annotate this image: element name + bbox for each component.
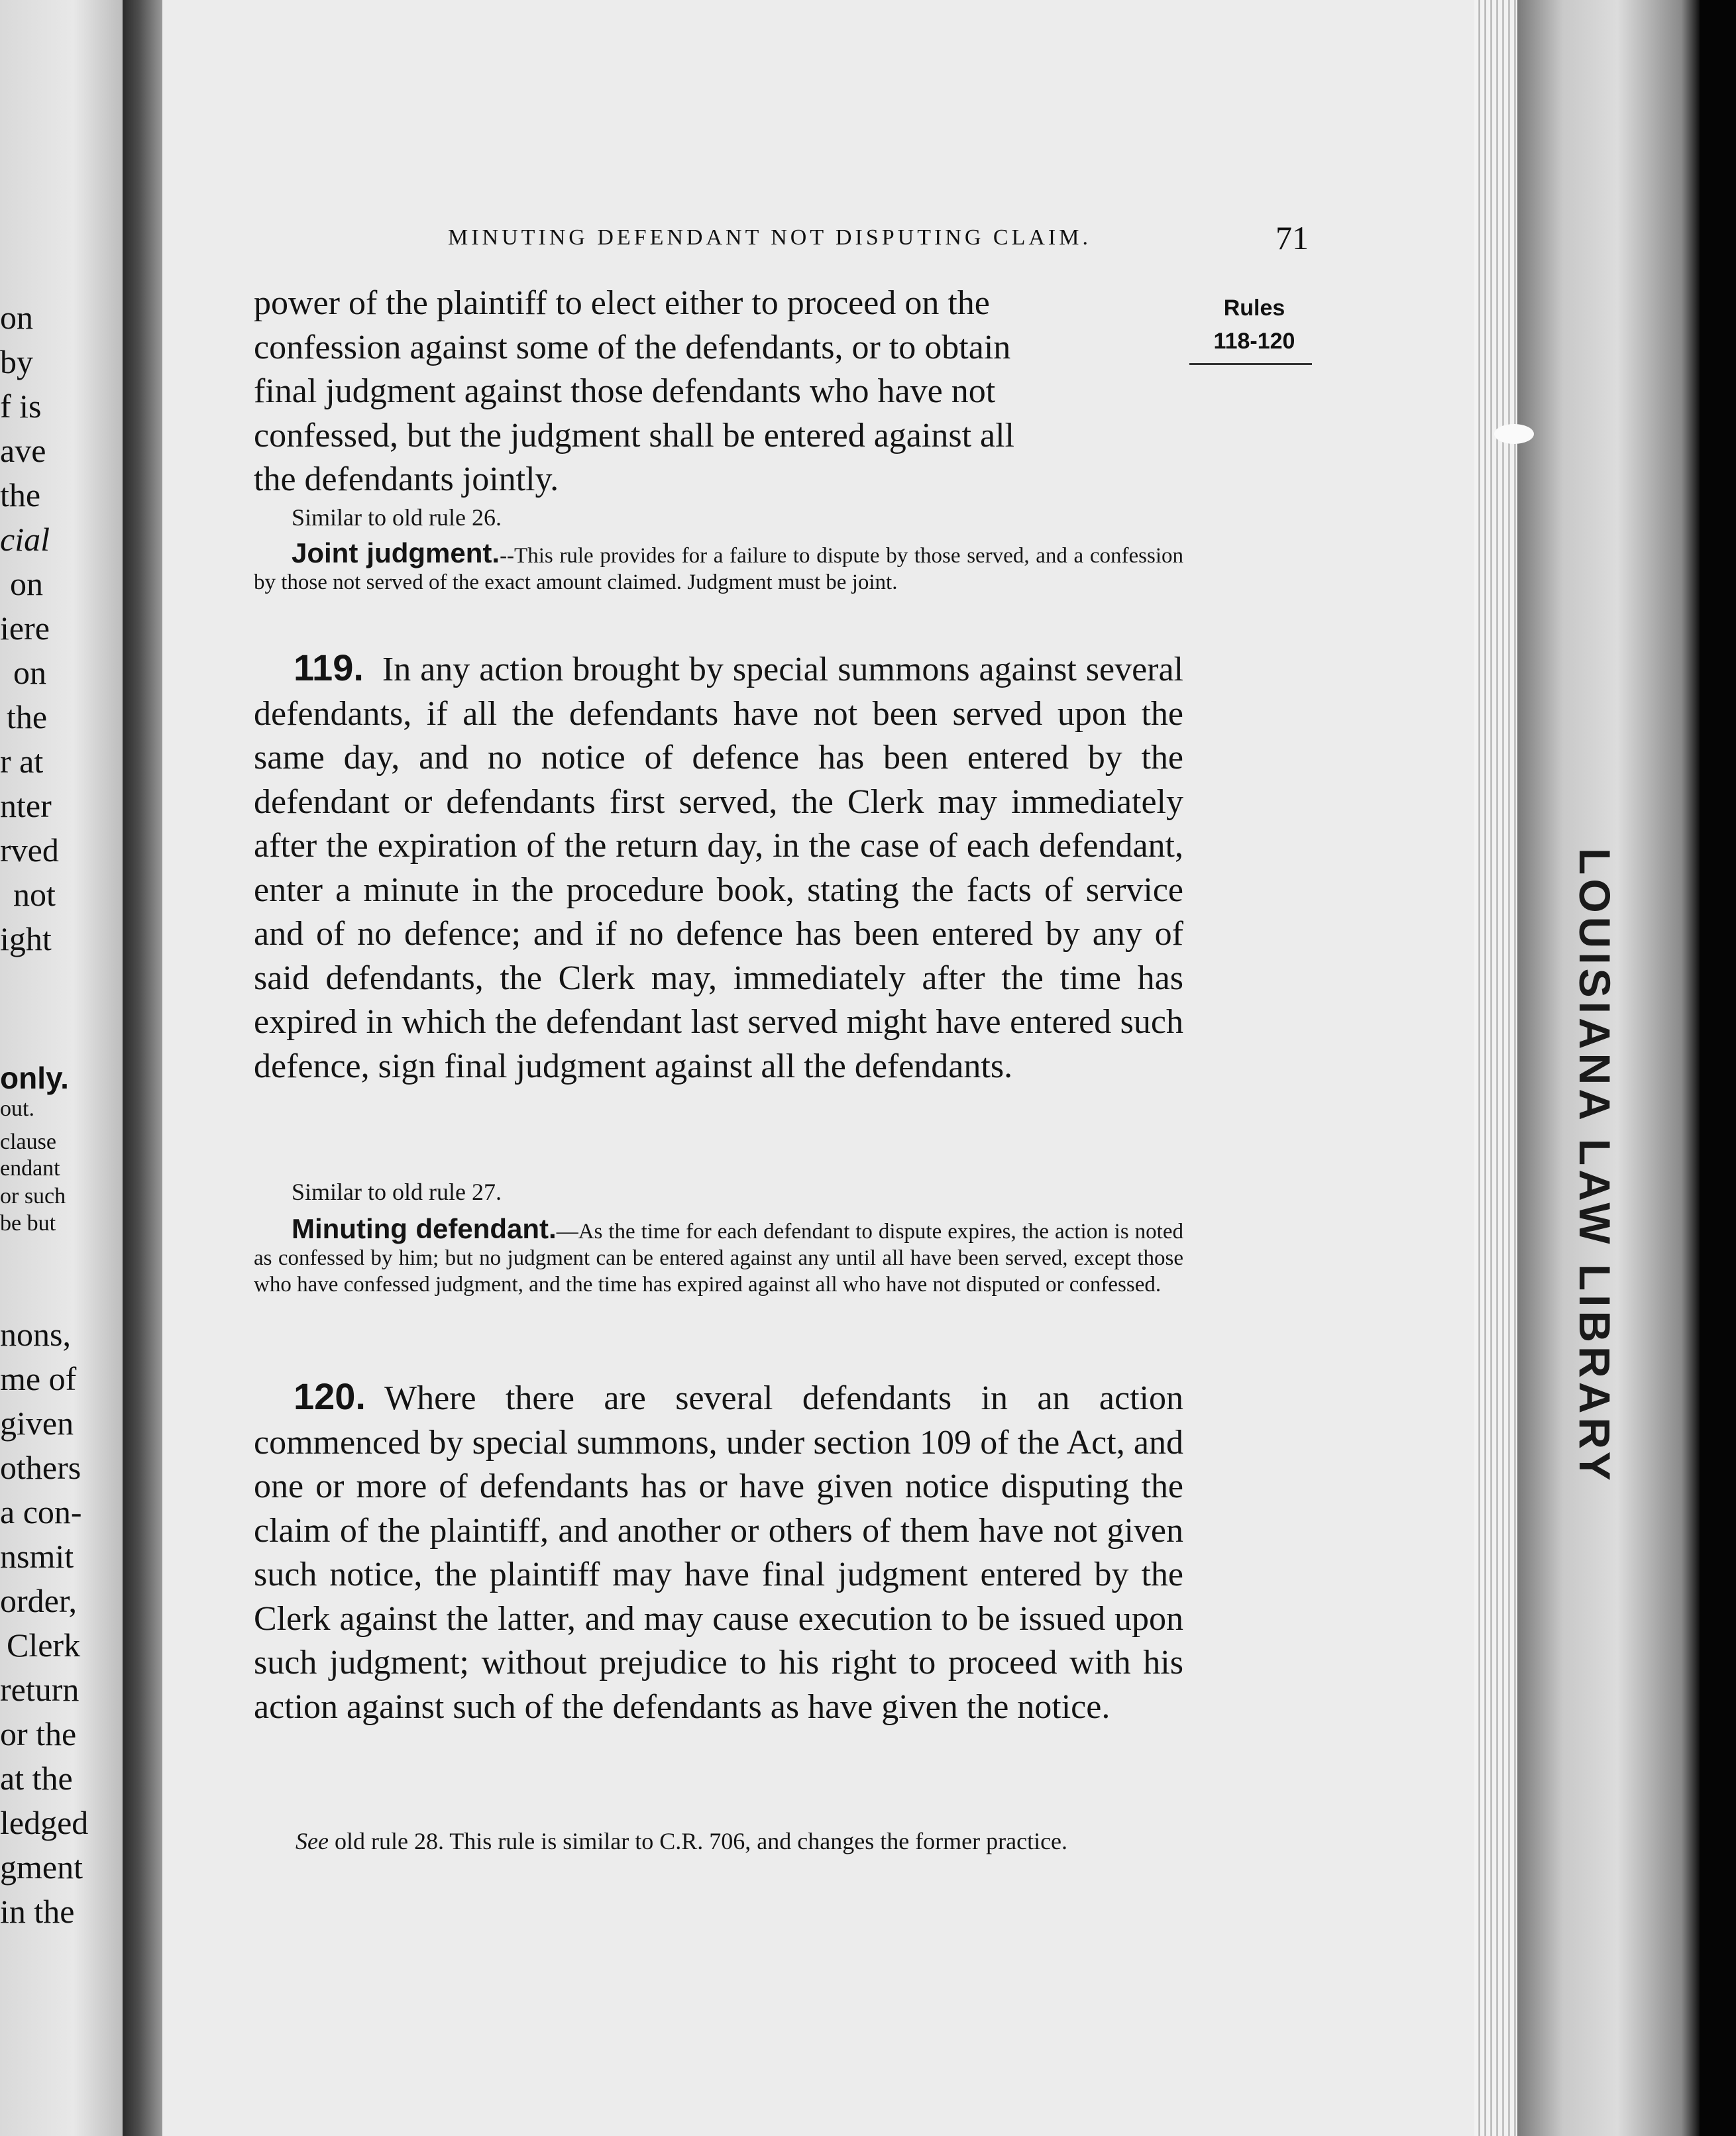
facing-fragment: by — [0, 343, 33, 380]
facing-fragment: f is — [0, 388, 42, 425]
rule-119 — [254, 646, 1183, 1089]
facing-fragment: ight — [0, 920, 52, 957]
annotation-text: —As the time for each defendant to dispute expires, the action is noted as confessed by him; but no judgment can be entered against any until all have been served, except those who have confessed judgment, and the time has expired against all who have not disputed or confessed. — [254, 1220, 1183, 1297]
annotation-text: --This rule provides for a failure to dispute by those served, and a confession by those not served of the exact amount claimed. Judgment must be joint. — [254, 544, 1183, 594]
facing-fragment: in the — [0, 1893, 75, 1930]
rule-number: 120. — [294, 1375, 366, 1417]
facing-fragment: return — [0, 1671, 80, 1708]
source-note: Similar to old rule 26. — [292, 504, 502, 531]
text-line: confession against some of the defendants, or to obtain — [254, 328, 1011, 366]
annotation-heading: Minuting defendant. — [292, 1213, 557, 1244]
facing-fragment: given — [0, 1405, 74, 1442]
margin-note-label: Rules — [1223, 295, 1285, 321]
facing-fragment: at the — [0, 1760, 73, 1797]
facing-fragment: gment — [0, 1848, 83, 1886]
annotation — [254, 1213, 1183, 1298]
paper-speck — [1494, 424, 1534, 444]
facing-note-fragment: be but — [0, 1211, 56, 1236]
facing-fragment: a con- — [0, 1493, 82, 1530]
facing-fragment: the — [0, 476, 41, 513]
facing-fragment: r at — [0, 743, 44, 780]
facing-fragment: on — [0, 299, 33, 336]
annotation-heading: Joint judgment. — [292, 537, 500, 568]
facing-fragment: the — [7, 698, 48, 735]
facing-fragment: me of — [0, 1360, 77, 1397]
margin-note-range: 118-120 — [1213, 329, 1295, 354]
facing-note-fragment: endant — [0, 1156, 60, 1181]
annotation — [254, 537, 1183, 596]
spine-label: LOUISIANA LAW LIBRARY — [1570, 848, 1619, 1485]
book-gutter — [123, 0, 162, 2136]
facing-fragment: order, — [0, 1582, 77, 1619]
continuation-paragraph — [254, 282, 1183, 502]
text-line: the defendants jointly. — [254, 460, 559, 498]
facing-fragment: ledged — [0, 1804, 89, 1841]
text-line: confessed, but the judgment shall be entered against all — [254, 416, 1014, 454]
facing-fragment: others — [0, 1449, 81, 1486]
facing-fragment: iere — [0, 610, 50, 647]
facing-note-fragment: out. — [0, 1096, 34, 1121]
facing-fragment: cial — [0, 521, 50, 558]
text-line: power of the plaintiff to elect either to proceed on the — [254, 284, 990, 322]
facing-fragment: rved — [0, 831, 59, 869]
page-number: 71 — [1275, 219, 1309, 256]
running-title: MINUTING DEFENDANT NOT DISPUTING CLAIM. — [448, 225, 1091, 250]
facing-note-fragment: or such — [0, 1184, 66, 1208]
text-line: final judgment against those defendants who have not — [254, 372, 996, 410]
facing-fragment: ave — [0, 432, 46, 469]
rule-text: In any action brought by special summons against several defendants, if all the defendants have not been served upon the same day, and no notice of defence has been entered by the defendant or defendants first served, the Clerk may immediately after the expiration of the return day, in the case of each defendant, enter a minute in the procedure book, stating the facts of service and of no defence; and if no defence has been entered by any of said defendants, the Clerk may, immediately after the time has expired in which the defendant last served might have entered such defence, sign final judgment against all the defendants. — [254, 651, 1183, 1085]
facing-note-fragment: clause — [0, 1130, 56, 1154]
margin-note — [1198, 292, 1311, 358]
note-see: See — [296, 1828, 329, 1854]
note-text: old rule 28. This rule is similar to C.R. 706, and changes the former practice. — [334, 1828, 1068, 1854]
source-note: Similar to old rule 27. — [292, 1179, 502, 1205]
facing-fragment: nter — [0, 787, 52, 824]
rule-120-note — [254, 1829, 1183, 1854]
facing-fragment: or the — [0, 1715, 77, 1752]
facing-fragment: not — [13, 876, 56, 913]
facing-fragment: on — [13, 654, 46, 691]
facing-fragment: nons, — [0, 1316, 71, 1353]
facing-fragment: on — [10, 565, 43, 602]
rule-number: 119. — [294, 647, 364, 688]
facing-fragment: nsmit — [0, 1538, 74, 1575]
facing-fragment: Clerk — [7, 1627, 81, 1664]
margin-rule — [1189, 363, 1312, 365]
facing-heading-fragment: only. — [0, 1061, 69, 1095]
rule-120 — [254, 1375, 1183, 1729]
rule-text: Where there are several defendants in an action commenced by special summons, under section 109 of the Act, and one or more of defendants has or have given notice disputing the claim of the plaintiff, and another or others of them have not given such notice, the plaintiff may have final judgment entered by the Clerk against the latter, and may cause execution to be issued upon such judgment; without prejudice to his right to proceed with his action against such of the defendants as have given the notice. — [254, 1379, 1183, 1726]
